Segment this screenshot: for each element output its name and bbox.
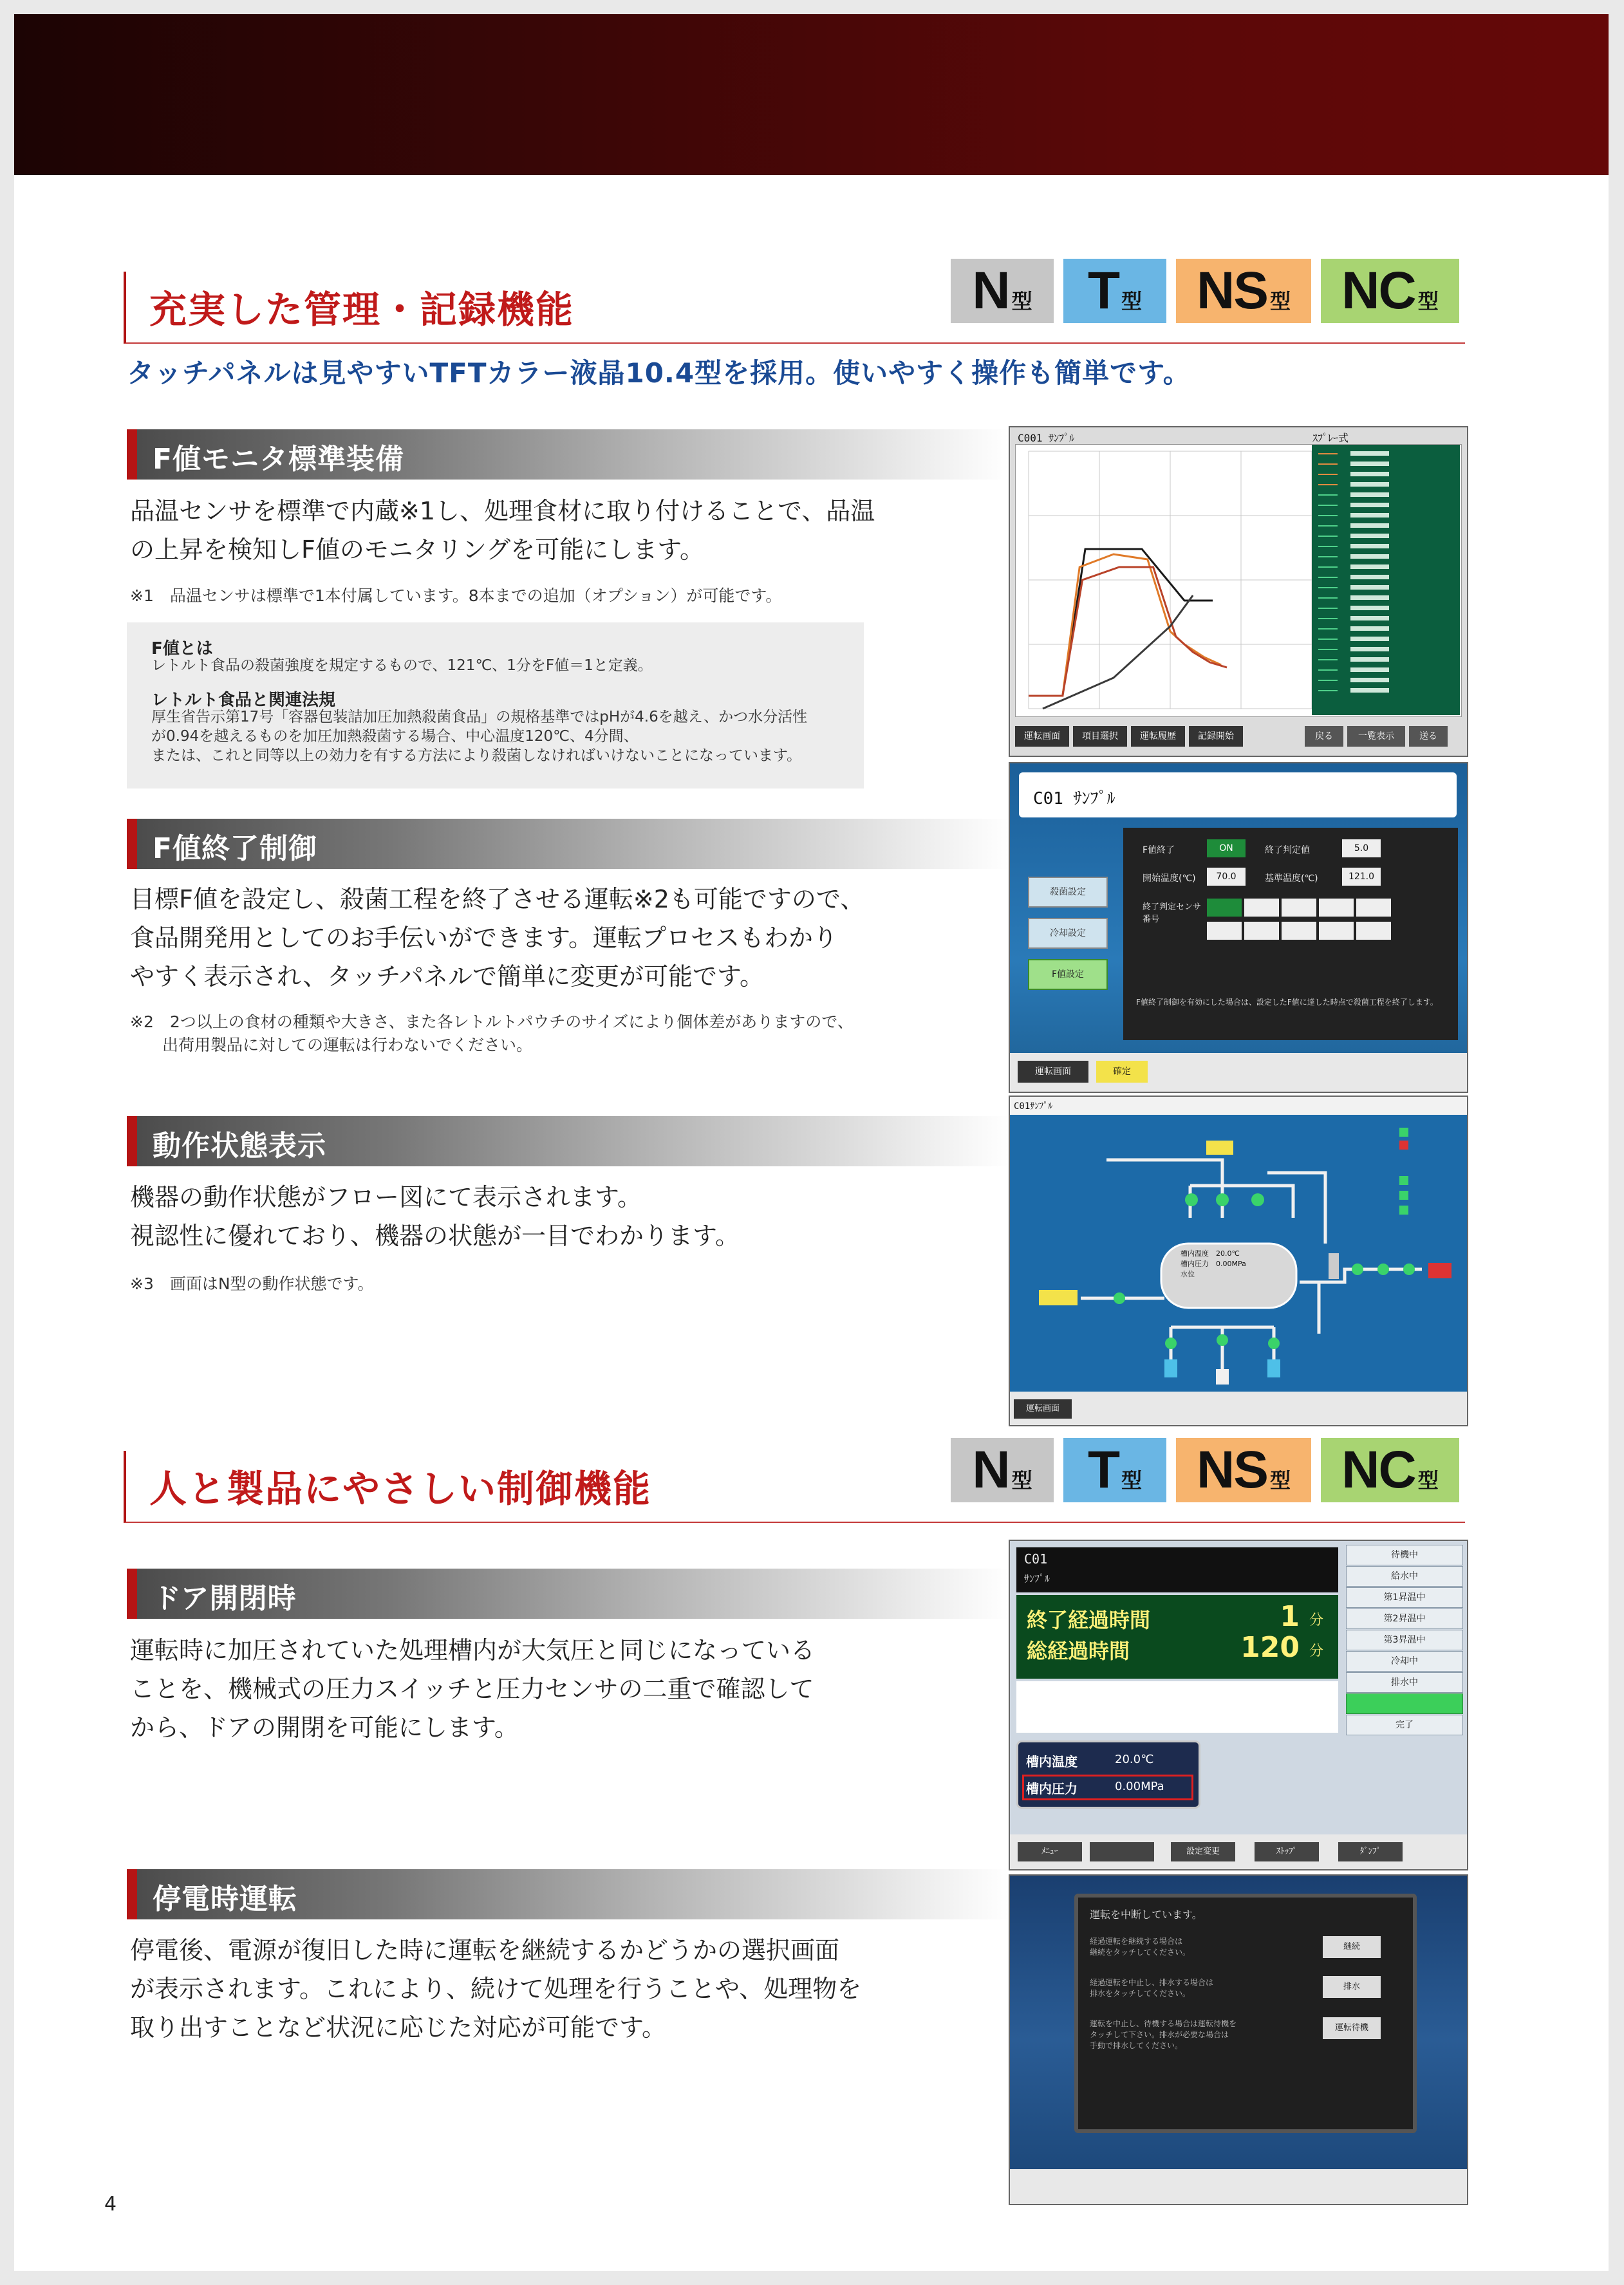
screen4-toolbar bbox=[1010, 1834, 1467, 1869]
run-screen-button[interactable]: 運転画面 bbox=[1018, 1061, 1088, 1083]
chart-legend bbox=[1312, 445, 1460, 715]
model-badge-nc: NC 型 bbox=[1321, 259, 1459, 323]
list-button[interactable]: 一覧表示 bbox=[1347, 726, 1405, 747]
continue-button[interactable]: 継続 bbox=[1323, 1936, 1381, 1958]
sensor-grid[interactable] bbox=[1207, 899, 1419, 944]
subheading-title: F値終了制御 bbox=[153, 832, 318, 865]
legend-label-stub bbox=[1350, 616, 1389, 620]
step-item: 完了 bbox=[1346, 1715, 1463, 1735]
program-box bbox=[1016, 1547, 1338, 1592]
step-item: 排水中 bbox=[1346, 1672, 1463, 1693]
resume-dialog bbox=[1074, 1894, 1417, 2133]
legend-label-stub bbox=[1350, 564, 1389, 569]
forward-button[interactable]: 送る bbox=[1409, 726, 1448, 747]
end-elapsed-label: 終了経過時間 bbox=[1027, 1608, 1151, 1632]
end-elapsed-value: 1 bbox=[1280, 1600, 1300, 1633]
def-title: レトルト食品と関連法規 bbox=[151, 691, 336, 710]
fmonitor-note: ※1 品温センサは標準で1本付属しています。8本までの追加（オプション）が可能です。 bbox=[130, 586, 782, 605]
setting-label: 終了判定センサ番号 bbox=[1143, 902, 1202, 924]
f-setting-button[interactable]: F値設定 bbox=[1028, 959, 1108, 990]
fmonitor-body: 品温センサを標準で内蔵※1し、処理食材に取り付けることで、品温 の上昇を検知しF値のモニタリングを可能にします。 bbox=[130, 497, 875, 564]
temp-label: 槽内温度 bbox=[1026, 1754, 1078, 1769]
legend-label-stub bbox=[1350, 523, 1389, 528]
subheading-title: ドア開閉時 bbox=[153, 1582, 297, 1615]
legend-label-stub bbox=[1350, 688, 1389, 693]
run-screen-button[interactable]: 運転画面 bbox=[1015, 726, 1069, 747]
subheading-fmonitor bbox=[127, 429, 1009, 480]
confirm-button[interactable]: 確定 bbox=[1096, 1061, 1148, 1083]
screen-title: C001 ｻﾝﾌﾟﾙ bbox=[1018, 432, 1075, 444]
subheading-title: F値モニタ標準装備 bbox=[153, 443, 405, 476]
model-badge-t: T型 bbox=[1063, 259, 1166, 323]
legend-rows bbox=[1312, 445, 1460, 715]
chart-area bbox=[1015, 444, 1462, 717]
legend-label-stub bbox=[1350, 492, 1389, 497]
back-button[interactable]: 戻る bbox=[1305, 726, 1343, 747]
screenshot-fmonitor bbox=[1009, 426, 1468, 757]
tank-status bbox=[1016, 1740, 1200, 1809]
screenshot-fend bbox=[1009, 762, 1468, 1093]
sterilize-setting-button[interactable]: 殺菌設定 bbox=[1028, 877, 1108, 908]
dialog-title: 運転を中断しています。 bbox=[1090, 1908, 1202, 1921]
header-band bbox=[14, 14, 1609, 175]
step-list bbox=[1346, 1545, 1462, 1828]
status-note: ※3 画面はN型の動作状態です。 bbox=[130, 1274, 374, 1293]
setting-label: F値終了 bbox=[1143, 845, 1175, 855]
screen5-toolbar bbox=[1010, 2169, 1467, 2204]
unit-label: 分 bbox=[1309, 1643, 1324, 1659]
def-text: 厚生省告示第17号「容器包装詰加圧加熱殺菌食品」の規格基準ではpHが4.6を越え、かつ水分活性 bbox=[151, 709, 808, 725]
legend-label-stub bbox=[1350, 657, 1389, 662]
subheading-door bbox=[127, 1569, 1009, 1619]
series-line-1 bbox=[1029, 554, 1221, 696]
program-code: C01 bbox=[1024, 1551, 1048, 1567]
screen2-toolbar bbox=[1010, 1053, 1467, 1092]
screenshot-flow bbox=[1009, 1096, 1468, 1426]
legend-label-stub bbox=[1350, 575, 1389, 579]
elapsed-box bbox=[1016, 1595, 1338, 1679]
legend-label-stub bbox=[1350, 451, 1389, 456]
legend-label-stub bbox=[1350, 678, 1389, 682]
change-settings-button[interactable]: 設定変更 bbox=[1171, 1842, 1235, 1861]
subheading-power bbox=[127, 1869, 1009, 1919]
step-item-active bbox=[1346, 1693, 1463, 1714]
cooling-setting-button[interactable]: 冷却設定 bbox=[1028, 918, 1108, 949]
legend-label-stub bbox=[1350, 667, 1389, 672]
screen-title: C01 ｻﾝﾌﾟﾙ bbox=[1033, 789, 1115, 808]
def-text: レトルト食品の殺菌強度を規定するもので、121℃、1分をF値＝1と定義。 bbox=[151, 657, 653, 674]
dump-button[interactable]: ﾀﾞﾝﾌﾟ bbox=[1338, 1842, 1403, 1861]
model-badge-n: N型 bbox=[951, 1438, 1054, 1502]
step-item: 冷却中 bbox=[1346, 1651, 1463, 1672]
drain-button[interactable]: 排水 bbox=[1323, 1976, 1381, 1998]
model-badge-ns: NS 型 bbox=[1176, 1438, 1311, 1502]
program-name: ｻﾝﾌﾟﾙ bbox=[1024, 1572, 1050, 1585]
legend-label-stub bbox=[1350, 462, 1389, 466]
stop-button[interactable]: ｽﾄｯﾌﾟ bbox=[1255, 1842, 1319, 1861]
model-badge-n: N型 bbox=[951, 259, 1054, 323]
unit-label: 分 bbox=[1309, 1612, 1324, 1628]
fend-body: 目標F値を設定し、殺菌工程を終了させる運転※2も可能ですので、 食品開発用としてのお手伝いができます。運転プロセスもわかり やすく表示され、タッチパネルで簡単に変更が可能です。 bbox=[130, 885, 865, 991]
subheading-status bbox=[127, 1116, 1009, 1166]
legend-label-stub bbox=[1350, 647, 1389, 651]
setting-label: 終了判定値 bbox=[1265, 845, 1310, 855]
page bbox=[14, 14, 1609, 2271]
f-end-toggle[interactable]: ON bbox=[1207, 839, 1246, 857]
legend-label-stub bbox=[1350, 482, 1389, 487]
step-item: 待機中 bbox=[1346, 1545, 1463, 1565]
standby-button[interactable]: 運転待機 bbox=[1323, 2017, 1381, 2039]
settings-panel bbox=[1123, 828, 1458, 1040]
setting-label: 基準温度(℃) bbox=[1265, 873, 1318, 884]
model-badge-t: T型 bbox=[1063, 1438, 1166, 1502]
step-item: 給水中 bbox=[1346, 1566, 1463, 1587]
screen2-title-box bbox=[1019, 772, 1457, 817]
legend-label-stub bbox=[1350, 585, 1389, 590]
dialog-text: 経過運転を継続する場合は 継続をタッチしてください。 経過運転を中止し、排水する場合は 排水をタッチしてください。 運転を中止し、待機する場合は運転待機を タッチして下さい。排水が必要な場合は 手動で排水してください。 bbox=[1090, 1937, 1237, 2050]
start-temp-field[interactable]: 70.0 bbox=[1207, 868, 1246, 886]
series-line-0 bbox=[1029, 549, 1213, 696]
history-button[interactable]: 運転履歴 bbox=[1131, 726, 1185, 747]
message-area bbox=[1016, 1681, 1338, 1733]
screen3-toolbar bbox=[1010, 1392, 1467, 1425]
legend-label-stub bbox=[1350, 503, 1389, 507]
subheading-title: 停電時運転 bbox=[153, 1883, 297, 1916]
pressure-value: 0.00MPa bbox=[1115, 1780, 1164, 1793]
legend-label-stub bbox=[1350, 606, 1389, 610]
lead-text: タッチパネルは見やすいTFTカラー液晶10.4型を採用。使いやすく操作も簡単です。 bbox=[127, 357, 1191, 389]
tank-readout: 槽内温度 20.0℃ 槽内圧力 0.00MPa 水位 bbox=[1181, 1249, 1246, 1278]
step-item: 第3昇温中 bbox=[1346, 1630, 1463, 1650]
def-text: または、これと同等以上の効力を有する方法により殺菌しなければいけないことになっています。 bbox=[151, 747, 802, 764]
legend-label-stub bbox=[1350, 626, 1389, 631]
screen3-titlebar bbox=[1010, 1097, 1467, 1115]
total-elapsed-label: 総経過時間 bbox=[1027, 1639, 1130, 1663]
legend-label-stub bbox=[1350, 637, 1389, 641]
screen-mode: ｽﾌﾟﾚｰ式 bbox=[1312, 432, 1349, 444]
def-title: F値とは bbox=[151, 639, 213, 658]
status-body: 機器の動作状態がフロー図にて表示されます。 視認性に優れており、機器の状態が一目でわかります。 bbox=[130, 1183, 740, 1250]
legend-label-stub bbox=[1350, 472, 1389, 476]
blank-button[interactable] bbox=[1090, 1842, 1154, 1861]
item-select-button[interactable]: 項目選択 bbox=[1073, 726, 1127, 747]
setting-label: 開始温度(℃) bbox=[1143, 873, 1196, 884]
page-number: 4 bbox=[104, 2193, 117, 2215]
legend-label-stub bbox=[1350, 544, 1389, 548]
fend-note: ※2 2つ以上の食材の種類や大きさ、また各レトルトパウチのサイズにより個体差がありますので、 出荷用製品に対しての運転は行わないでください。 bbox=[130, 1012, 854, 1054]
step-item: 第2昇温中 bbox=[1346, 1609, 1463, 1629]
def-text: が0.94を越えるものを加圧加熱殺菌する場合、中心温度120℃、4分間、 bbox=[151, 728, 639, 745]
subheading-title: 動作状態表示 bbox=[153, 1130, 326, 1162]
end-value-field[interactable]: 5.0 bbox=[1342, 839, 1381, 857]
record-start-button[interactable]: 記録開始 bbox=[1189, 726, 1243, 747]
legend-label-stub bbox=[1350, 534, 1389, 538]
base-temp-field[interactable]: 121.0 bbox=[1342, 868, 1381, 886]
screen-title: C01ｻﾝﾌﾟﾙ bbox=[1014, 1101, 1053, 1112]
pressure-label: 槽内圧力 bbox=[1026, 1781, 1078, 1796]
legend-label-stub bbox=[1350, 595, 1389, 600]
screen1-toolbar bbox=[1015, 722, 1461, 751]
model-badge-nc: NC 型 bbox=[1321, 1438, 1459, 1502]
door-body: 運転時に加圧されていた処理槽内が大気圧と同じになっている ことを、機械式の圧力スイッチと圧力センサの二重で確認して から、ドアの開閉を可能にします。 bbox=[130, 1636, 816, 1742]
legend-label-stub bbox=[1350, 513, 1389, 518]
total-elapsed-value: 120 bbox=[1240, 1631, 1300, 1664]
screenshot-run bbox=[1009, 1540, 1468, 1870]
run-screen-button[interactable]: 運転画面 bbox=[1014, 1399, 1072, 1419]
section-title: 人と製品にやさしい制御機能 bbox=[149, 1467, 652, 1511]
definition-box bbox=[127, 622, 864, 788]
legend-label-stub bbox=[1350, 554, 1389, 559]
model-badge-ns: NS 型 bbox=[1176, 259, 1311, 323]
subheading-fend bbox=[127, 819, 1009, 869]
step-item: 第1昇温中 bbox=[1346, 1587, 1463, 1608]
screenshot-power bbox=[1009, 1874, 1468, 2205]
power-body: 停電後、電源が復旧した時に運転を継続するかどうかの選択画面 が表示されます。これにより、続けて処理を行うことや、処理物を 取り出すことなど状況に応じた対応が可能です。 bbox=[130, 1936, 862, 2042]
section-title: 充実した管理・記録機能 bbox=[149, 288, 575, 331]
series-line-2 bbox=[1029, 567, 1227, 696]
temp-value: 20.0℃ bbox=[1115, 1753, 1154, 1766]
menu-button[interactable]: ﾒﾆｭｰ bbox=[1018, 1842, 1082, 1861]
screen2-note: F値終了制御を有効にした場合は、設定したF値に達した時点で殺菌工程を終了します。 bbox=[1136, 998, 1438, 1007]
